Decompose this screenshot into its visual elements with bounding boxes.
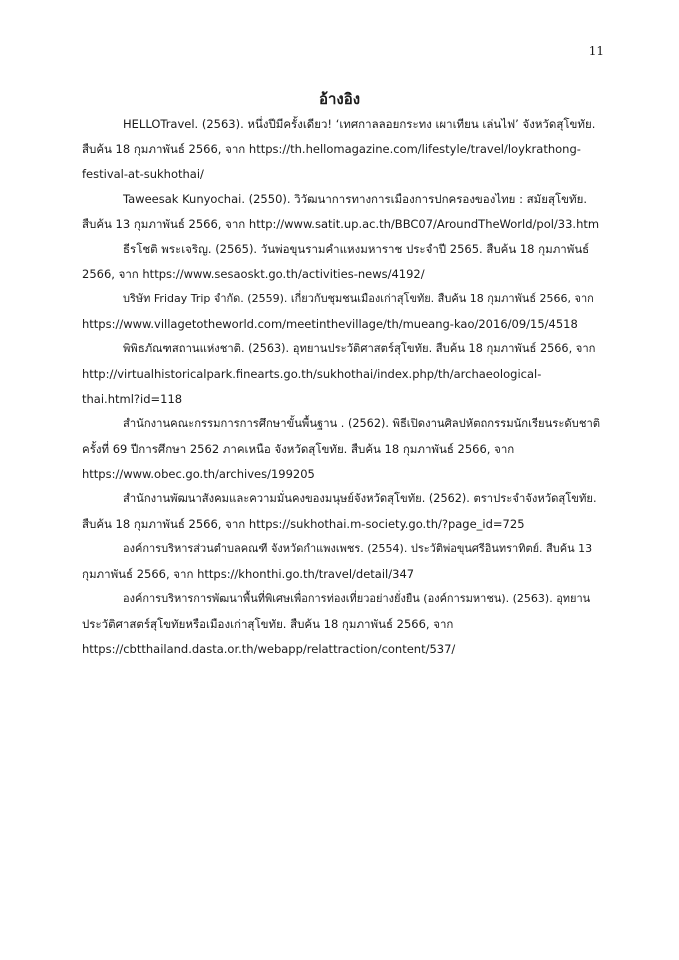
- reference-wrapped-line: สืบค้น 13 กุมภาพันธ์ 2566, จาก http://www.satit.up.ac.th/BBC07/AroundTheWorld/pol/33.htm: [82, 217, 600, 231]
- reference-first-line: องค์การบริหารส่วนตำบลคณฑี จังหวัดกำแพงเพชร. (2554). ประวัติพ่อขุนศรีอินทราทิตย์. สืบค้น 13: [123, 542, 593, 555]
- reference-wrapped-line: festival-at-sukhothai/: [82, 167, 204, 181]
- reference-wrapped-line: สืบค้น 18 กุมภาพันธ์ 2566, จาก https://sukhothai.m-society.go.th/?page_id=725: [82, 517, 525, 531]
- reference-wrapped-line: https://www.villagetotheworld.com/meetinthevillage/th/mueang-kao/2016/09/15/4518: [82, 317, 578, 331]
- reference-first-line: สำนักงานพัฒนาสังคมและความมั่นคงของมนุษย์จังหวัดสุโขทัย. (2562). ตราประจำจังหวัดสุโขทัย.: [123, 492, 597, 505]
- reference-first-line: Taweesak Kunyochai. (2550). วิวัฒนาการทางการเมืองการปกครองของไทย : สมัยสุโขทัย.: [123, 192, 587, 206]
- reference-first-line: สำนักงานคณะกรรมการการศึกษาขั้นพื้นฐาน . (2562). พิธีเปิดงานศิลปหัตถกรรมนักเรียนระดับชาติ: [123, 417, 601, 430]
- reference-wrapped-line: ครั้งที่ 69 ปีการศึกษา 2562 ภาคเหนือ จังหวัดสุโขทัย. สืบค้น 18 กุมภาพันธ์ 2566, จาก: [82, 442, 515, 456]
- reference-wrapped-line: 2566, จาก https://www.sesaoskt.go.th/activities-news/4192/: [82, 267, 425, 281]
- reference-first-line: บริษัท Friday Trip จำกัด. (2559). เกี่ยวกับชุมชนเมืองเก่าสุโขทัย. สืบค้น 18 กุมภาพันธ์ 2566, จาก: [123, 292, 594, 305]
- reference-wrapped-line: thai.html?id=118: [82, 392, 183, 406]
- page-title: อ้างอิง: [318, 90, 361, 108]
- reference-first-line: HELLOTravel. (2563). หนึ่งปีมีครั้งเดียว! ‘เทศกาลลอยกระทง เผาเทียน เล่นไฟ’ จังหวัดสุโขทัย.: [123, 117, 596, 131]
- page-number: 11: [588, 44, 604, 58]
- reference-wrapped-line: http://virtualhistoricalpark.finearts.go.th/sukhothai/index.php/th/archaeological-: [82, 367, 542, 381]
- reference-wrapped-line: https://cbtthailand.dasta.or.th/webapp/relattraction/content/537/: [82, 642, 456, 656]
- reference-wrapped-line: สืบค้น 18 กุมภาพันธ์ 2566, จาก https://th.hellomagazine.com/lifestyle/travel/loykrathong-: [82, 142, 581, 156]
- reference-first-line: ธีรโชติ พระเจริญ. (2565). วันพ่อขุนรามคำแหงมหาราช ประจำปี 2565. สืบค้น 18 กุมภาพันธ์: [123, 242, 590, 256]
- reference-first-line: องค์การบริหารการพัฒนาพื้นที่พิเศษเพื่อการท่องเที่ยวอย่างยั่งยืน (องค์การมหาชน). (2563). อุทยาน: [123, 592, 591, 605]
- reference-wrapped-line: ประวัติศาสตร์สุโขทัยหรือเมืองเก่าสุโขทัย. สืบค้น 18 กุมภาพันธ์ 2566, จาก: [82, 617, 454, 631]
- reference-first-line: พิพิธภัณฑสถานแห่งชาติ. (2563). อุทยานประวัติศาสตร์สุโขทัย. สืบค้น 18 กุมภาพันธ์ 2566, จาก: [123, 342, 596, 355]
- reference-wrapped-line: https://www.obec.go.th/archives/199205: [82, 467, 315, 481]
- reference-wrapped-line: กุมภาพันธ์ 2566, จาก https://khonthi.go.th/travel/detail/347: [82, 567, 415, 581]
